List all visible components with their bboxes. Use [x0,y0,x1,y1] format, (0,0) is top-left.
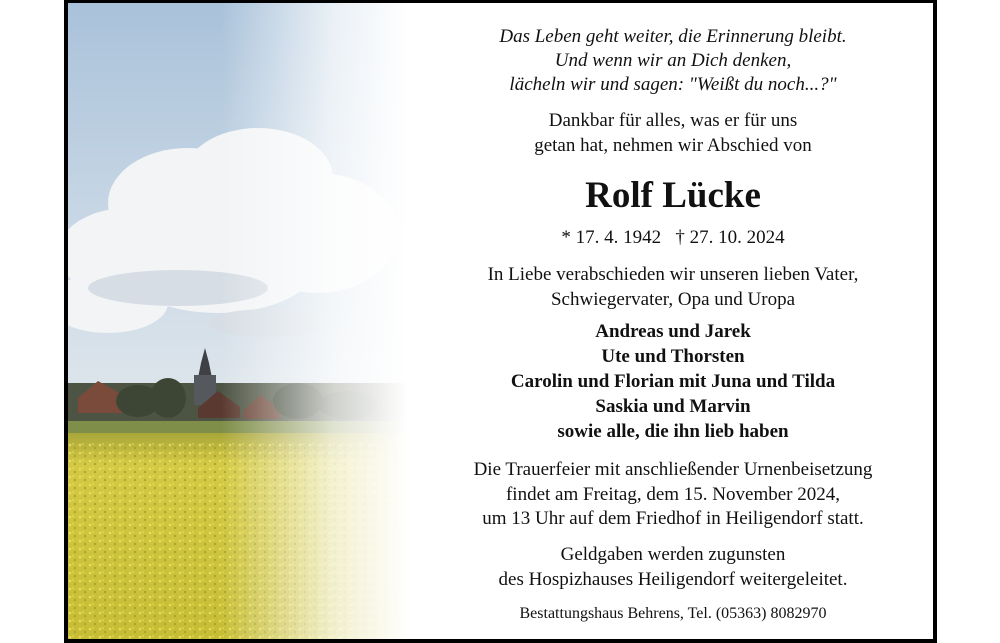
obituary-text [408,3,937,643]
mourner-4: Saskia und Marvin [595,396,751,417]
intro-line-1: Dankbar für alles, was er für uns [548,110,798,131]
mourner-1: Andreas und Jarek [595,321,751,342]
obituary-frame [64,0,937,643]
ceremony-line-1: Die Trauerfeier mit anschließender Urnenbeisetzung [473,459,873,480]
donations-line-1: Geldgaben werden zugunsten [560,544,786,565]
deceased-name: Rolf Lücke [585,175,761,216]
ceremony-line-3: um 13 Uhr auf dem Friedhof in Heiligendorf statt. [482,508,864,529]
quote-line-2: Und wenn wir an Dich denken, [554,50,792,71]
landscape-photo [68,3,408,643]
farewell-line-1: In Liebe verabschieden wir unseren lieben Vater, [487,264,859,285]
funeral-home: Bestattungshaus Behrens, Tel. (05363) 8082970 [519,605,827,622]
quote-line-3: lächeln wir und sagen: "Weißt du noch...?" [509,74,837,95]
mourner-3: Carolin und Florian mit Juna und Tilda [510,371,836,392]
donations-line-2: des Hospizhauses Heiligendorf weitergeleitet. [498,569,848,590]
farewell-line-2: Schwiegervater, Opa und Uropa [550,289,796,310]
quote-line-1: Das Leben geht weiter, die Erinnerung bleibt. [499,26,847,47]
life-dates: * 17. 4. 1942 † 27. 10. 2024 [561,227,785,248]
mourner-2: Ute und Thorsten [601,346,745,367]
mourner-5: sowie alle, die ihn lieb haben [557,421,789,442]
intro-line-2: getan hat, nehmen wir Abschied von [534,135,812,156]
ceremony-line-2: findet am Freitag, dem 15. November 2024, [505,484,840,505]
